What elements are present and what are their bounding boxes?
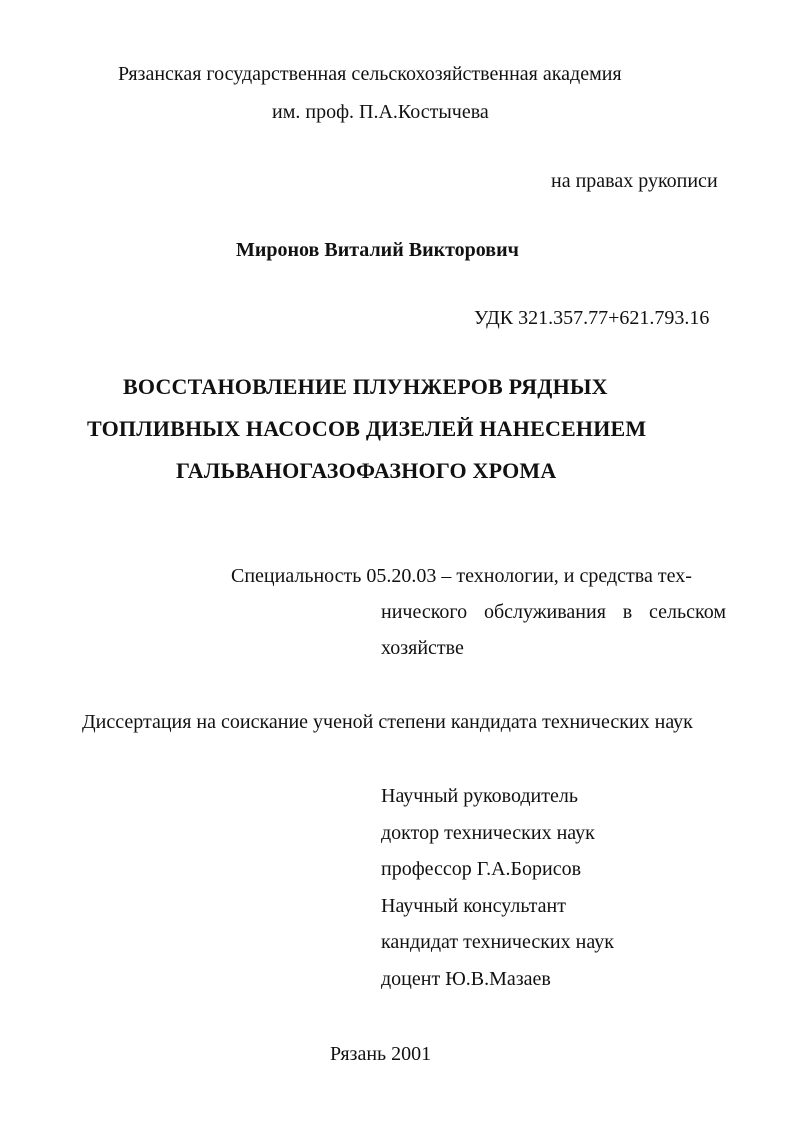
institution-name: Рязанская государственная сельскохозяйственная академия (118, 63, 622, 85)
title-line-2: ТОПЛИВНЫХ НАСОСОВ ДИЗЕЛЕЙ НАНЕСЕНИЕМ (87, 416, 647, 441)
specialty-word: сельском (649, 601, 726, 623)
title-line-3: ГАЛЬВАНОГАЗОФАЗНОГО ХРОМА (176, 458, 557, 483)
dissertation-statement: Диссертация на соискание ученой степени кандидата технических наук (82, 711, 693, 733)
supervisor-degree: доктор технических наук (381, 822, 595, 844)
specialty-word: в (622, 601, 633, 623)
specialty-line-1: Специальность 05.20.03 – технологии, и средства тех- (231, 565, 692, 587)
consultant-name: доцент Ю.В.Мазаев (381, 968, 551, 990)
supervisor-role: Научный руководитель (381, 785, 578, 807)
specialty-line-2 (381, 602, 726, 622)
consultant-degree: кандидат технических наук (381, 931, 614, 953)
title-line-1: ВОССТАНОВЛЕНИЕ ПЛУНЖЕРОВ РЯДНЫХ (123, 374, 608, 399)
manuscript-note: на правах рукописи (551, 170, 718, 192)
consultant-role: Научный консультант (381, 895, 566, 917)
specialty-word: обслуживания (483, 601, 606, 623)
city-year: Рязань 2001 (330, 1043, 432, 1065)
udc-code: УДК 321.357.77+621.793.16 (474, 307, 710, 329)
specialty-word: нического (381, 601, 468, 623)
supervisor-name: профессор Г.А.Борисов (381, 858, 582, 880)
specialty-line-3: хозяйстве (381, 637, 464, 659)
institution-named-after: им. проф. П.А.Костычева (272, 101, 489, 123)
author-name: Миронов Виталий Викторович (236, 239, 519, 261)
